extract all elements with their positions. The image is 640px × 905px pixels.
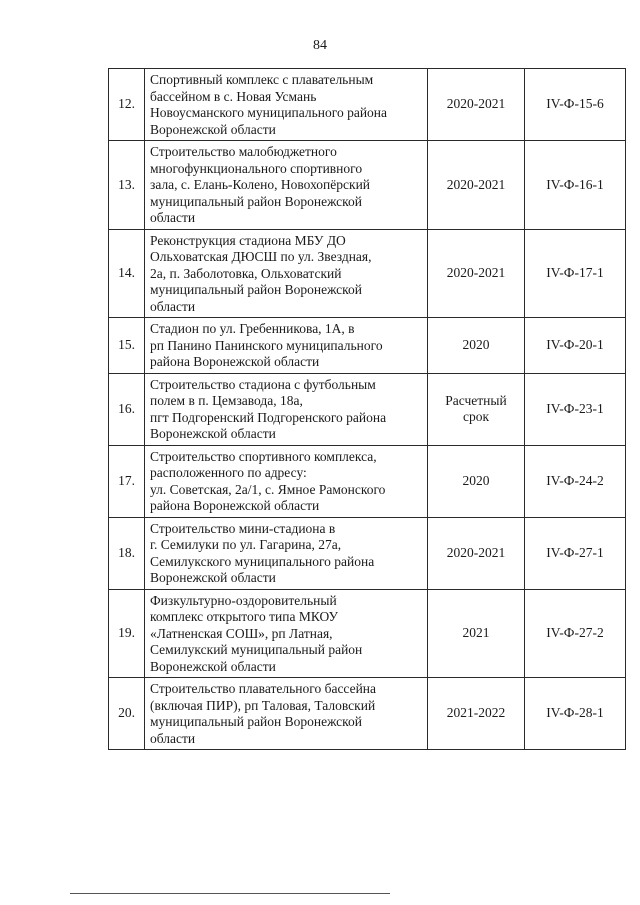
object-description: [145, 445, 428, 517]
table-row: [109, 678, 626, 750]
description-line: области: [150, 210, 196, 225]
description-line: Новоусманского муниципального района: [150, 105, 388, 120]
object-code: IV-Ф-27-2: [525, 589, 626, 678]
table-row: [109, 229, 626, 318]
description-line: комплекс открытого типа МКОУ: [150, 609, 339, 624]
object-code: IV-Ф-20-1: [525, 318, 626, 374]
description-line: ул. Советская, 2а/1, с. Ямное Рамонского: [150, 481, 386, 497]
description-line: Реконструкция стадиона МБУ ДО: [150, 232, 346, 248]
implementation-period: 2021: [428, 589, 525, 678]
footer-rule: [70, 893, 390, 894]
table-row: [109, 141, 626, 230]
description-line: Воронежской области: [150, 570, 276, 585]
description-line: пгт Подгоренский Подгоренского района: [150, 409, 387, 425]
objects-table: [108, 68, 626, 750]
description-line: Строительство спортивного комплекса,: [150, 448, 377, 464]
table-row: [109, 517, 626, 589]
description-line: (включая ПИР), рп Таловая, Таловский: [150, 697, 376, 713]
row-number: 12.: [109, 69, 145, 141]
description-line: полем в п. Цемзавода, 18а,: [150, 393, 303, 408]
implementation-period: 2021-2022: [428, 678, 525, 750]
row-number: 15.: [109, 318, 145, 374]
period-line: срок: [462, 409, 490, 424]
object-description: [145, 318, 428, 374]
row-number: 13.: [109, 141, 145, 230]
description-line: Строительство малобюджетного: [150, 144, 337, 159]
object-description: [145, 373, 428, 445]
implementation-period: 2020-2021: [428, 69, 525, 141]
description-line: Стадион по ул. Гребенникова, 1А, в: [150, 321, 355, 336]
object-code: IV-Ф-24-2: [525, 445, 626, 517]
implementation-period: 2020-2021: [428, 229, 525, 318]
table-row: [109, 373, 626, 445]
table-row: [109, 445, 626, 517]
description-line: бассейном в с. Новая Усмань: [150, 88, 317, 104]
object-description: [145, 229, 428, 318]
object-code: IV-Ф-15-6: [525, 69, 626, 141]
description-line: района Воронежской области: [150, 498, 320, 513]
implementation-period: 2020-2021: [428, 141, 525, 230]
row-number: 18.: [109, 517, 145, 589]
description-line: Семилукского муниципального района: [150, 553, 375, 569]
table-row: [109, 589, 626, 678]
description-line: Ольховатская ДЮСШ по ул. Звездная,: [150, 249, 372, 264]
description-line: многофункционального спортивного: [150, 160, 363, 176]
object-code: IV-Ф-27-1: [525, 517, 626, 589]
row-number: 17.: [109, 445, 145, 517]
description-line: расположенного по адресу:: [150, 465, 307, 480]
table-body: [109, 69, 626, 750]
period-line: Расчетный: [445, 392, 507, 408]
description-line: г. Семилуки по ул. Гагарина, 27а,: [150, 537, 342, 552]
row-number: 19.: [109, 589, 145, 678]
page-number: 84: [313, 38, 327, 53]
object-description: [145, 141, 428, 230]
description-line: муниципальный район Воронежской: [150, 714, 363, 729]
implementation-period: [428, 373, 525, 445]
description-line: «Латненская СОШ», рп Латная,: [150, 625, 333, 641]
implementation-period: 2020: [428, 318, 525, 374]
table-row: [109, 318, 626, 374]
row-number: 14.: [109, 229, 145, 318]
object-code: IV-Ф-16-1: [525, 141, 626, 230]
object-description: [145, 517, 428, 589]
description-line: области: [150, 298, 196, 314]
description-line: Семилукский муниципальный район: [150, 642, 363, 657]
table-row: [109, 69, 626, 141]
description-line: 2а, п. Заболотовка, Ольховатский: [150, 265, 342, 281]
description-line: Воронежской области: [150, 426, 276, 441]
object-code: IV-Ф-17-1: [525, 229, 626, 318]
description-line: района Воронежской области: [150, 354, 320, 369]
description-line: рп Панино Панинского муниципального: [150, 337, 383, 353]
description-line: Строительство стадиона с футбольным: [150, 376, 376, 392]
description-line: зала, с. Елань-Колено, Новохопёрский: [150, 177, 371, 192]
object-description: [145, 589, 428, 678]
description-line: Воронежской области: [150, 121, 276, 137]
description-line: Строительство плавательного бассейна: [150, 681, 377, 696]
description-line: Воронежской области: [150, 658, 276, 674]
description-line: муниципальный район Воронежской: [150, 282, 363, 297]
row-number: 16.: [109, 373, 145, 445]
object-code: IV-Ф-23-1: [525, 373, 626, 445]
description-line: Физкультурно-оздоровительный: [150, 592, 337, 608]
object-code: IV-Ф-28-1: [525, 678, 626, 750]
implementation-period: 2020: [428, 445, 525, 517]
description-line: муниципальный район Воронежской: [150, 193, 363, 209]
description-line: Спортивный комплекс с плавательным: [150, 72, 374, 87]
object-description: [145, 69, 428, 141]
implementation-period: 2020-2021: [428, 517, 525, 589]
description-line: Строительство мини-стадиона в: [150, 520, 336, 536]
object-description: [145, 678, 428, 750]
description-line: области: [150, 730, 196, 746]
row-number: 20.: [109, 678, 145, 750]
